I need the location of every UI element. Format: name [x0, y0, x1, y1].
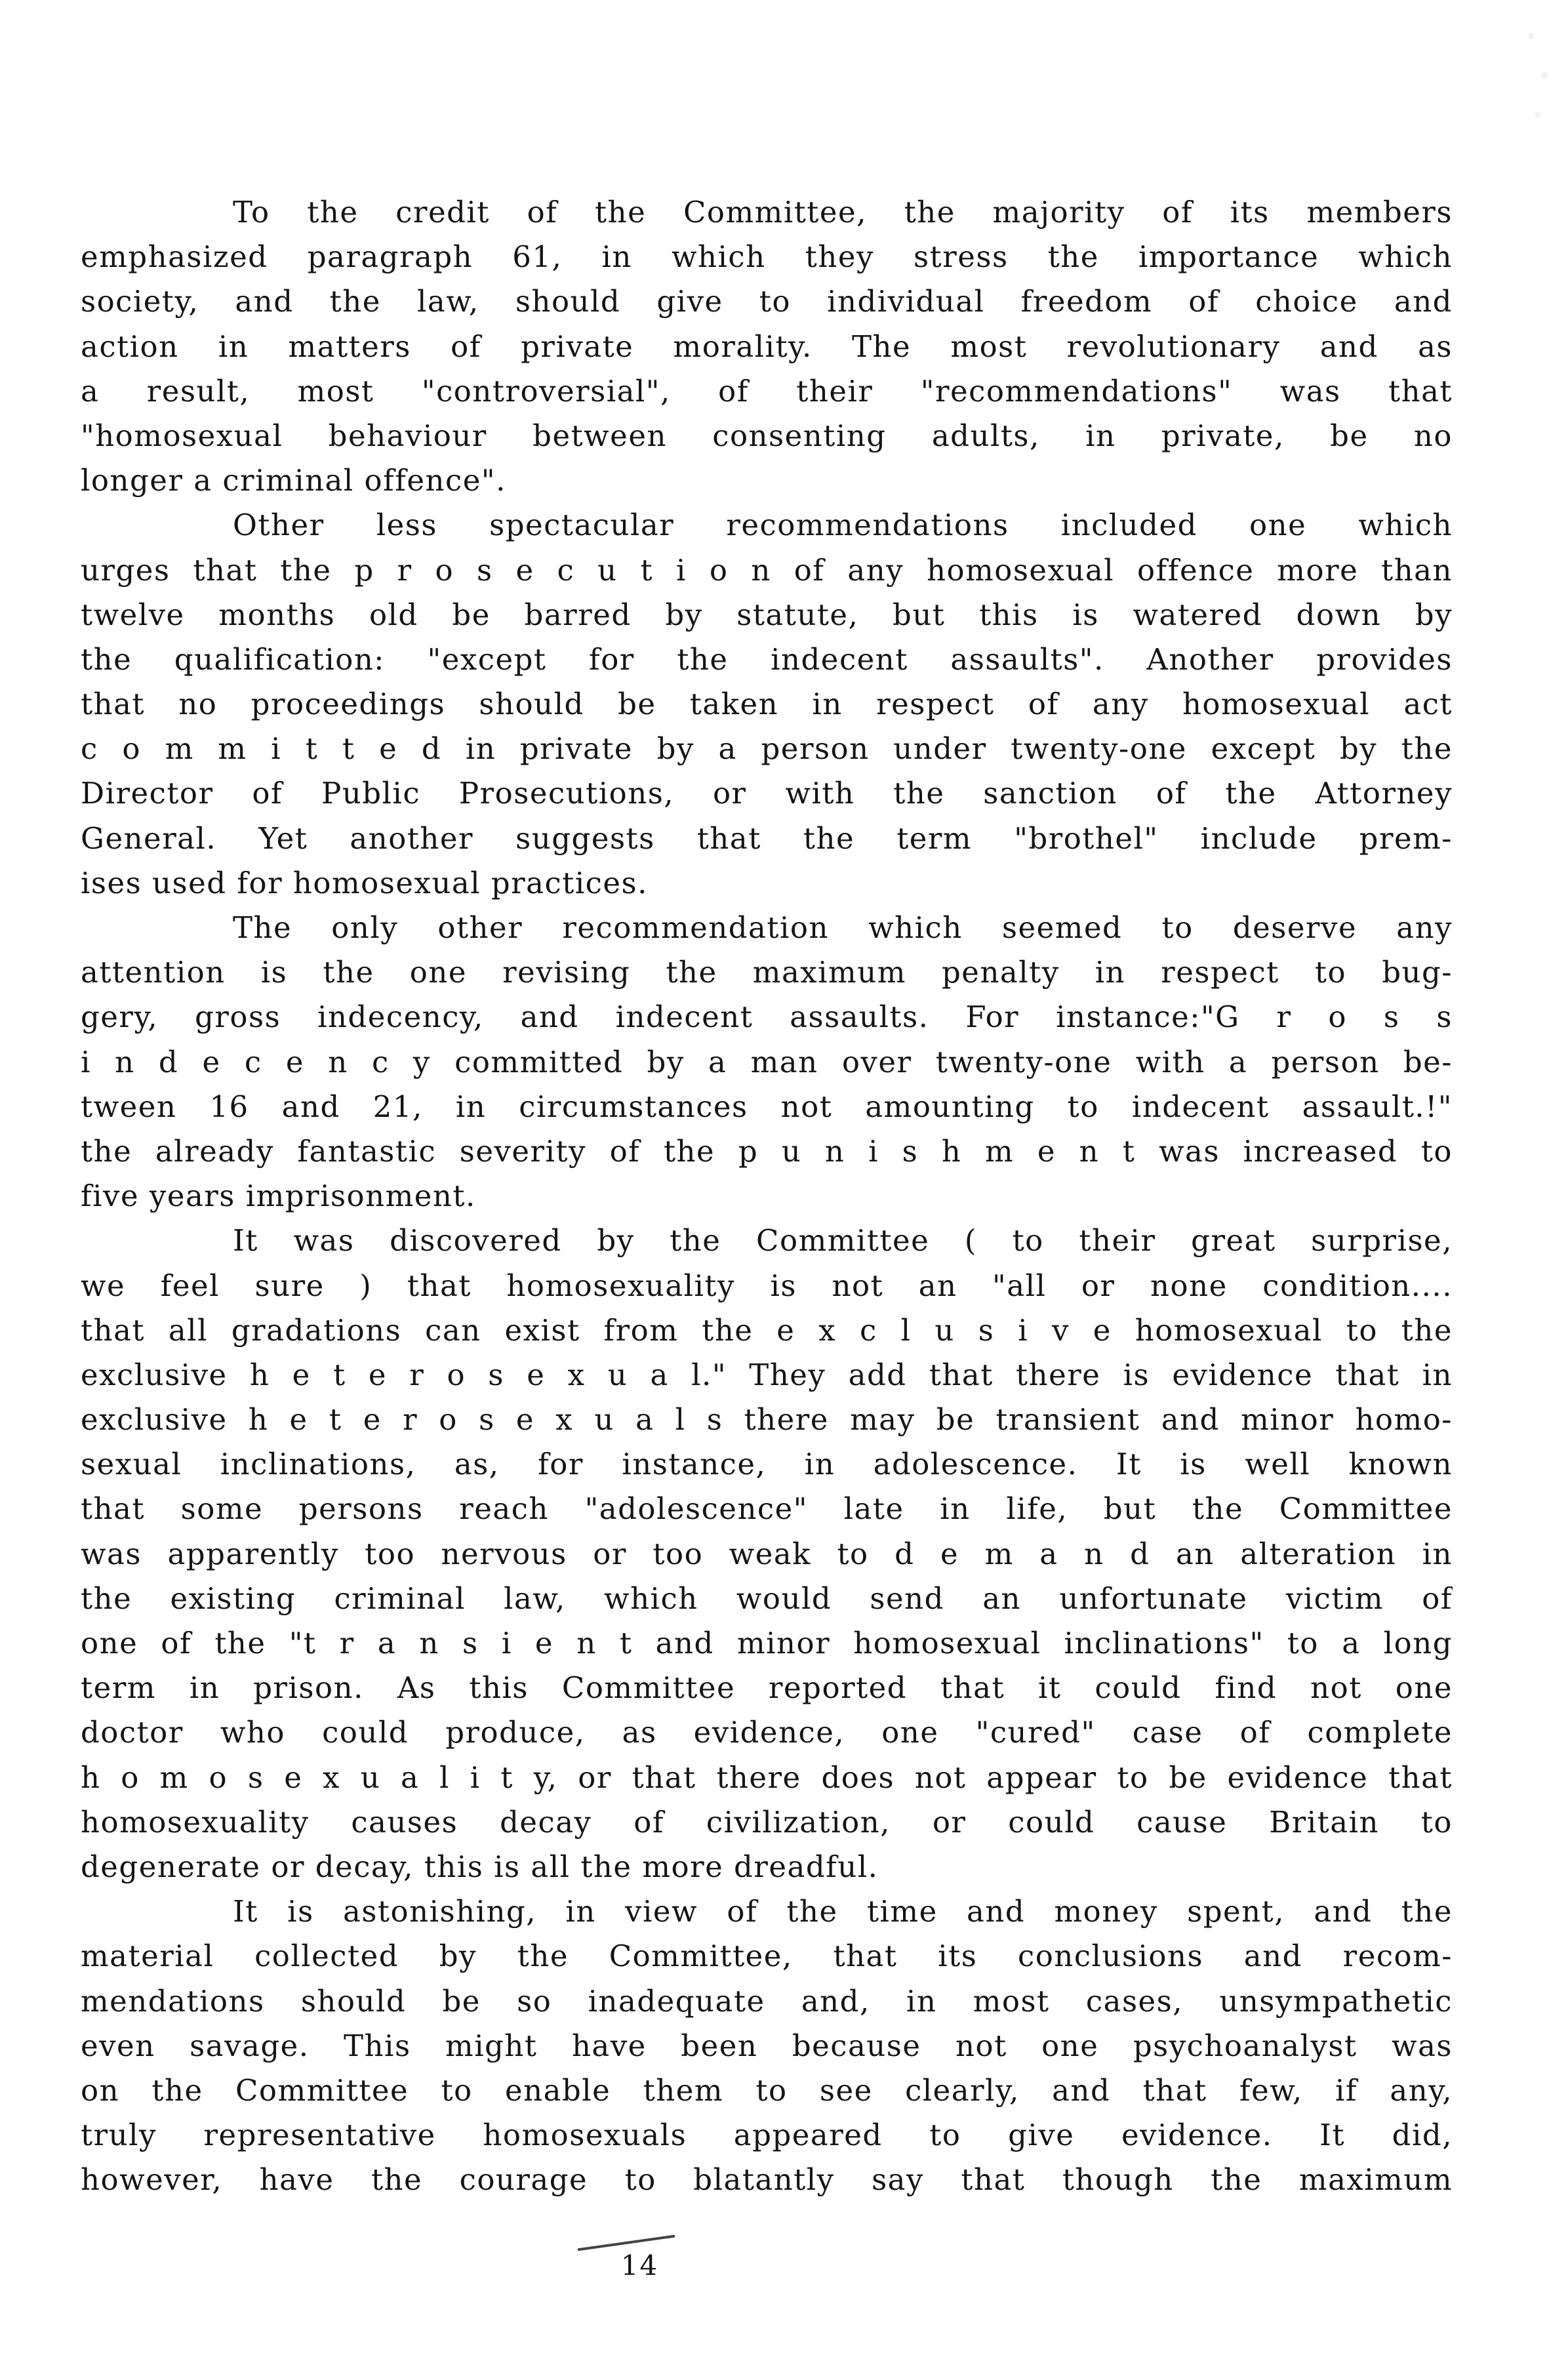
text-line: a result, most "controversial", of their "recommendations" was that [81, 373, 1453, 409]
text-line: The only other recommendation which seemed to deserve any [233, 910, 1453, 945]
paragraph-4 [81, 1219, 1453, 1889]
text-line: degenerate or decay, this is all the more dreadful. [81, 1849, 879, 1884]
text-line: that some persons reach "adolescence" late in life, but the Committee [81, 1491, 1453, 1527]
text-line: exclusive h e t e r o s e x u a l s there may be transient and minor homo- [81, 1402, 1453, 1438]
text-line: exclusive h e t e r o s e x u a l." They add that there is evidence that in [81, 1357, 1453, 1392]
text-line: however, have the courage to blatantly say that though the maximum [81, 2162, 1453, 2198]
text-line: It was discovered by the Committee ( to their great surprise, [233, 1223, 1453, 1259]
text-line: that no proceedings should be taken in respect of any homosexual act [81, 687, 1453, 722]
text-line: truly representative homosexuals appeared to give evidence. It did, [81, 2118, 1453, 2153]
text-line: even savage. This might have been because not one psychoanalyst was [81, 2028, 1453, 2063]
text-line: "homosexual behaviour between consenting adults, in private, be no [81, 418, 1453, 453]
text-line: It is astonishing, in view of the time and money spent, and the [233, 1894, 1453, 1929]
text-line: that all gradations can exist from the e x c l u s i v e homosexual to the [81, 1312, 1453, 1348]
paragraph-5 [81, 1889, 1453, 2202]
text-line: tween 16 and 21, in circumstances not amounting to indecent assault.!" [81, 1089, 1453, 1124]
text-line: h o m o s e x u a l i t y, or that there does not appear to be evidence that [81, 1760, 1453, 1795]
paragraph-1 [81, 190, 1453, 503]
text-line: was apparently too nervous or too weak to d e m a n d an alteration in [81, 1536, 1453, 1571]
scan-artifact [1521, 10, 1554, 141]
text-line: the already fantastic severity of the p u n i s h m e n t was increased to [81, 1133, 1453, 1169]
text-line: mendations should be so inadequate and, in most cases, unsympathetic [81, 1983, 1453, 2019]
text-line: term in prison. As this Committee reported that it could find not one [81, 1670, 1453, 1706]
text-line: one of the "t r a n s i e n t and minor homosexual inclinations" to a long [81, 1626, 1453, 1661]
paragraph-3 [81, 906, 1453, 1219]
text-line: Other less spectacular recommendations included one which [233, 508, 1453, 543]
text-line: General. Yet another suggests that the term "brothel" include prem- [81, 820, 1453, 856]
text-line: longer a criminal offence". [81, 463, 506, 498]
text-line: To the credit of the Committee, the majority of its members [233, 195, 1453, 230]
page-number-text: 14 [620, 2249, 659, 2282]
text-line: material collected by the Committee, that its conclusions and recom- [81, 1939, 1453, 1974]
text-line: attention is the one revising the maximum penalty in respect to bug- [81, 955, 1453, 990]
text-line: society, and the law, should give to individual freedom of choice and [81, 284, 1453, 319]
text-line: the existing criminal law, which would send an unfortunate victim of [81, 1581, 1453, 1616]
text-line: homosexuality causes decay of civilization, or could cause Britain to [81, 1804, 1453, 1840]
paragraph-2 [81, 503, 1453, 906]
pen-underline-mark [577, 2235, 675, 2251]
text-line: Director of Public Prosecutions, or with the sanction of the Attorney [81, 776, 1453, 811]
text-line: we feel sure ) that homosexuality is not an "all or none condition.... [81, 1268, 1453, 1303]
text-line: on the Committee to enable them to see clearly, and that few, if any, [81, 2072, 1453, 2108]
text-line: gery, gross indecency, and indecent assaults. For instance:"G r o s s [81, 999, 1453, 1035]
text-line: c o m m i t t e d in private by a person under twenty-one except by the [81, 731, 1453, 767]
body-text [81, 190, 1453, 2202]
text-line: urges that the p r o s e c u t i o n of any homosexual offence more than [81, 552, 1453, 588]
text-line: twelve months old be barred by statute, but this is watered down by [81, 597, 1453, 632]
text-line: doctor who could produce, as evidence, one "cured" case of complete [81, 1715, 1453, 1750]
text-line: ises used for homosexual practices. [81, 865, 648, 900]
text-line: action in matters of private morality. The most revolutionary and as [81, 329, 1453, 364]
text-line: five years imprisonment. [81, 1178, 476, 1214]
page-number [0, 2249, 1568, 2282]
text-line: sexual inclinations, as, for instance, in adolescence. It is well known [81, 1447, 1453, 1482]
text-line: emphasized paragraph 61, in which they stress the importance which [81, 239, 1453, 275]
text-line: i n d e c e n c y committed by a man over twenty-one with a person be- [81, 1044, 1453, 1079]
text-line: the qualification: "except for the indecent assaults". Another provides [81, 641, 1453, 677]
